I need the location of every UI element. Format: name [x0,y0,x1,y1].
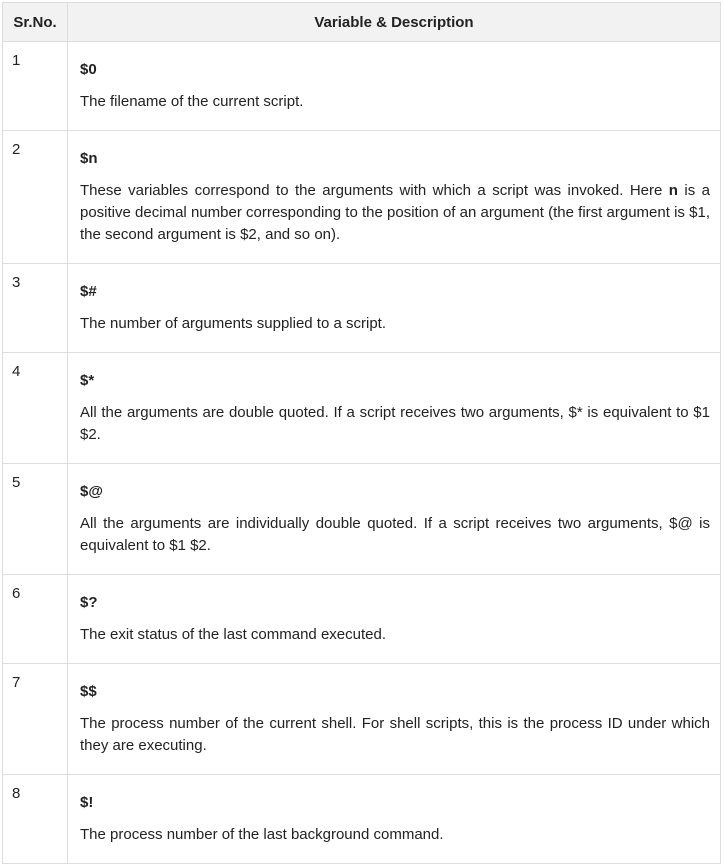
variable-description: The process number of the current shell. For shell scripts, this is the process ID under which they are executing. [80,715,710,754]
variable-name: $* [80,372,95,389]
row-content [68,664,721,775]
row-number: 2 [3,131,68,264]
variable-name: $n [80,150,98,167]
row-number: 1 [3,42,68,131]
description-text: is a positive decimal number corresponding to the position of an argument (the first argument is $1, the second argument is $2, and so on). [80,182,710,243]
variable-description: The exit status of the last command executed. [80,626,386,643]
table-row [3,42,721,131]
row-number: 6 [3,575,68,664]
header-sr-no: Sr.No. [3,3,68,42]
variable-description: The number of arguments supplied to a script. [80,315,386,332]
variable-name: $$ [80,683,97,700]
row-content [68,42,721,131]
row-content [68,464,721,575]
table-row [3,131,721,264]
variable-name: $@ [80,483,103,500]
variable-description: The filename of the current script. [80,93,304,110]
description-emphasis: n [668,182,678,199]
table-row [3,575,721,664]
row-content [68,775,721,864]
row-content [68,575,721,664]
special-variables-table [2,2,721,864]
variable-name: $0 [80,61,97,78]
table-row [3,775,721,864]
row-content [68,264,721,353]
variable-description: The process number of the last background command. [80,826,444,843]
row-number: 3 [3,264,68,353]
table-row [3,464,721,575]
variable-description [80,180,710,246]
description-text: These variables correspond to the arguments with which a script was invoked. Here [80,182,669,199]
table-row [3,353,721,464]
row-number: 4 [3,353,68,464]
table-header-row [3,3,721,42]
table-row [3,264,721,353]
row-content [68,353,721,464]
row-number: 5 [3,464,68,575]
header-variable-description: Variable & Description [68,3,721,42]
row-number: 8 [3,775,68,864]
variable-name: $! [80,794,94,811]
row-number: 7 [3,664,68,775]
variable-name: $# [80,283,97,300]
variable-description: All the arguments are individually double quoted. If a script receives two arguments, $@ is equivalent to $1 $2. [80,515,710,554]
table-row [3,664,721,775]
variable-description: All the arguments are double quoted. If a script receives two arguments, $* is equivalent to $1 $2. [80,404,710,443]
row-content [68,131,721,264]
variable-name: $? [80,594,98,611]
